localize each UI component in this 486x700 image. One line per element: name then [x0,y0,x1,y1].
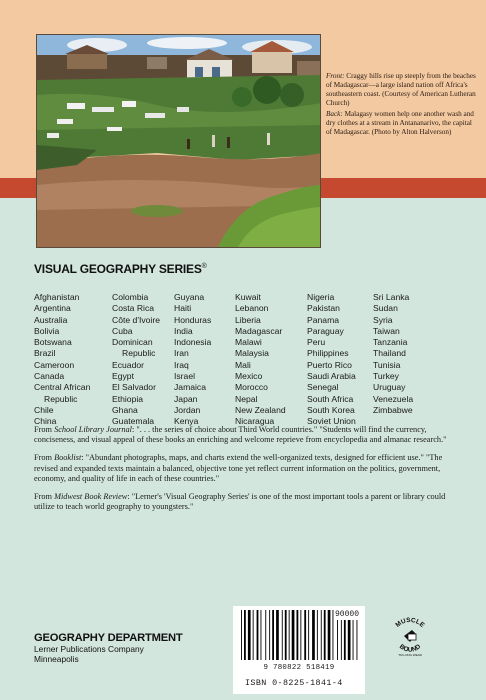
department-name: GEOGRAPHY DEPARTMENT [34,632,183,644]
country-name: Ethiopia [112,393,144,404]
country-name: Jordan [174,404,201,415]
country-name: Turkey [373,371,399,382]
country-name: Lebanon [235,303,269,314]
country-name: New Zealand [235,404,286,415]
country-name: India [174,325,193,336]
country-name: Kenya [174,416,199,427]
country-name: Saudi Arabia [307,371,356,382]
country-name: Venezuela [373,393,414,404]
review-prefix: From [34,425,55,434]
muscle-bound-logo [386,612,434,660]
country-name: Sri Lanka [373,292,410,302]
svg-text:MUSCLE: MUSCLE [394,616,426,629]
country-name: Soviet Union [307,416,356,427]
country-name: Costa Rica [112,303,155,314]
review-source: Midwest Book Review [54,492,128,502]
reviews [34,425,462,520]
caption-front-text: Craggy hills rise up steeply from the beaches of Madagascar—a large island nation off Africa's southeastern coast. (Courtesy of American Lutheran Church) [326,72,476,107]
country-name: Mexico [235,371,263,382]
price-code: 90000 [334,610,359,619]
review-prefix: From [34,492,55,502]
country-name: Tanzania [373,337,408,348]
country-name: Malawi [235,337,262,348]
country-name: Sudan [373,303,398,314]
country-name: Guatemala [112,416,155,427]
review-source: School Library Journal [54,425,132,434]
country-name: El Salvador [112,382,156,393]
country-name: Chile [34,404,54,415]
country-name: Argentina [34,303,71,314]
country-column-2 [112,292,174,428]
country-name: Paraguay [307,325,344,336]
photo-caption [326,72,476,139]
publisher-name: Lerner Publications Company [34,644,144,654]
publisher-block [34,632,183,664]
country-column-5 [307,292,373,428]
country-name: Syria [373,314,393,325]
country-name: Afghanistan [34,292,80,302]
review-text: : "Lerner's 'Visual Geography Series' is one of the most important tools a parent or library could utilize to teach world geography to youngsters." [34,492,446,512]
country-name: Canada [34,371,65,382]
country-name: Botswana [34,337,72,348]
country-column-6 [373,292,433,428]
country-name: Central African [34,382,91,393]
country-name: Republic [122,348,156,359]
country-name: Republic [44,393,78,404]
country-name: Ecuador [112,359,145,370]
country-name: Pakistan [307,303,340,314]
barcode-digits: 9 780822 518419 [263,664,335,672]
isbn-barcode [233,606,365,694]
country-column-4 [235,292,307,428]
country-column-1 [34,292,112,428]
country-name: Honduras [174,314,212,325]
country-name: South Africa [307,393,354,404]
country-name: Taiwan [373,325,400,336]
country-name: Iran [174,348,189,359]
country-name: Liberia [235,314,261,325]
country-name: Israel [174,371,196,382]
country-name: Uruguay [373,382,406,393]
country-name: Dominican [112,337,153,348]
country-name: Indonesia [174,337,212,348]
series-title-text: VISUAL GEOGRAPHY SERIES [34,262,202,276]
svg-text:TM LONG WEAR: TM LONG WEAR [398,653,422,657]
country-name: Kuwait [235,292,261,302]
country-name: Panama [307,314,340,325]
country-name: Jamaica [174,382,206,393]
review-3 [34,492,462,512]
series-title [34,262,207,276]
svg-text:BOUND: BOUND [397,643,423,654]
country-name: Cuba [112,325,133,336]
country-name: Bolivia [34,325,60,336]
country-name: Morocco [235,382,268,393]
isbn-number: ISBN 0-8225-1841-4 [245,678,343,688]
country-name: China [34,416,57,427]
country-name: Peru [307,337,326,348]
caption-front [326,72,476,108]
registered-mark: ® [201,263,207,270]
country-column-3 [174,292,235,428]
country-name: Nepal [235,393,258,404]
caption-back [326,110,476,137]
country-name: Cameroon [34,359,75,370]
caption-back-text: Malagasy women help one another wash and dry clothes at a stream in Antananarivo, the capital of Madagascar. (Photo by Alton Halverson) [326,110,474,136]
country-name: Australia [34,314,68,325]
country-name: Senegal [307,382,339,393]
country-name: Thailand [373,348,406,359]
review-2 [34,453,462,484]
caption-front-label: Front: [326,72,345,80]
cover-photo [36,34,321,248]
country-name: Côte d'Ivoire [112,314,160,325]
country-name: Nigeria [307,292,335,302]
country-name: South Korea [307,404,355,415]
country-name: Japan [174,393,198,404]
country-name: Guyana [174,292,205,302]
country-name: Iraq [174,359,189,370]
review-text: : ". . . the series of choice about Third World countries." "Students will find the currency, conciseness, and visual appeal of these books an enriching and welcome reprieve from encyclopedia and almanac research." [34,425,447,445]
country-name: Haiti [174,303,192,314]
country-name: Nicaragua [235,416,275,427]
country-list [34,292,474,428]
country-name: Malaysia [235,348,269,359]
country-name: Ghana [112,404,138,415]
country-name: Mali [235,359,251,370]
country-name: Tunisia [373,359,401,370]
review-source: Booklist [54,453,82,463]
country-name: Colombia [112,292,149,302]
country-name: Puerto Rico [307,359,352,370]
review-1 [34,425,462,445]
review-prefix: From [34,453,55,463]
country-name: Egypt [112,371,134,382]
country-name: Zimbabwe [373,404,413,415]
publisher-city: Minneapolis [34,654,79,664]
country-name: Madagascar [235,325,283,336]
country-name: Brazil [34,348,56,359]
country-name: Philippines [307,348,349,359]
caption-back-label: Back: [326,110,343,118]
review-text: : "Abundant photographs, maps, and charts extend the well-organized texts, designed for efficient use." "The revised and expanded texts maintain a balanced, objective tone yet reflect current information on the politics, government, economy, and quality of life in each of these countries." [34,453,443,483]
